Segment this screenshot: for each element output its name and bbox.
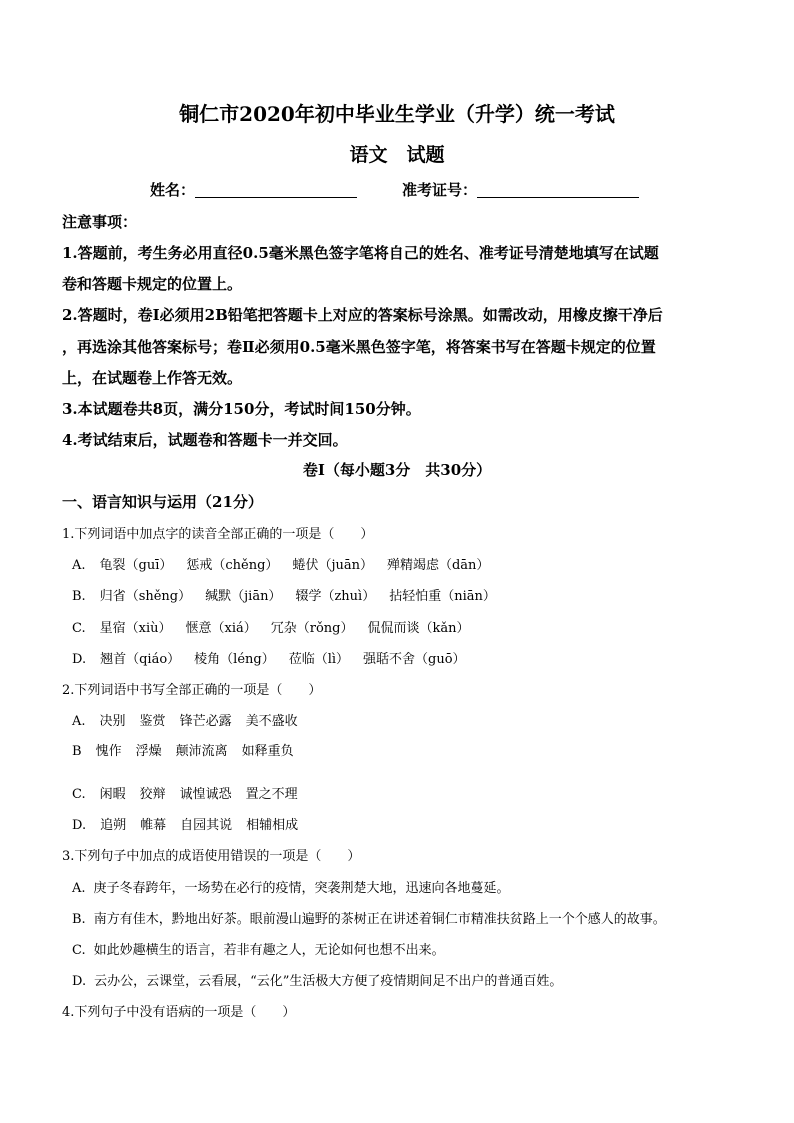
option-label: A. xyxy=(72,881,86,896)
notice-line: 4.考试结束后，试题卷和答题卡一并交回。 xyxy=(62,431,348,449)
volume-heading: 卷Ⅰ（每小题3分 共30分） xyxy=(302,461,492,479)
option-term: 冗杂（rǒng） xyxy=(270,621,354,636)
notice-line: ，再选涂其他答案标号；卷Ⅱ必须用0.5毫米黑色签字笔，将答案书写在答题卡规定的位置 xyxy=(62,338,656,356)
option-term: 决别 xyxy=(99,714,126,729)
option-term: 锋芒必露 xyxy=(179,714,232,729)
question-2-option-b xyxy=(72,745,308,758)
question-3-stem: 3.下列句子中加点的成语使用错误的一项是（ ） xyxy=(62,849,361,864)
name-label: 姓名： xyxy=(150,181,196,199)
option-text: 云办公，云课堂，云看展，“云化”生活极大方便了疫情期间足不出户的普通百姓。 xyxy=(94,974,563,989)
question-3-option-a xyxy=(72,882,510,895)
question-2-option-c xyxy=(72,788,312,801)
question-1-option-c xyxy=(72,622,484,635)
question-3-option-b xyxy=(72,913,666,926)
option-text: 庚子冬春跨年，一场势在必行的疫情，突袭荆楚大地，迅速向各地蔓延。 xyxy=(93,881,510,896)
notice-heading: 注意事项： xyxy=(62,213,138,231)
option-label: B. xyxy=(72,912,86,927)
option-label: A. xyxy=(72,714,86,729)
question-2-stem: 2.下列词语中书写全部正确的一项是（ ） xyxy=(62,683,322,698)
option-term: 鉴赏 xyxy=(139,714,166,729)
option-label: B. xyxy=(72,589,86,604)
option-term: 棱角（léng） xyxy=(194,652,275,667)
option-term: 惩戒（chěng） xyxy=(186,558,279,573)
option-term: 惬意（xiá） xyxy=(185,621,257,636)
option-term: 闲暇 xyxy=(99,787,126,802)
option-term: 辍学（zhuì） xyxy=(295,589,376,604)
name-blank xyxy=(195,183,357,198)
notice-line: 卷和答题卡规定的位置上。 xyxy=(62,275,243,293)
option-term: 归省（shěng） xyxy=(99,589,192,604)
option-term: 置之不理 xyxy=(245,787,298,802)
option-term: 愧作 xyxy=(95,744,122,759)
option-term: 自园其说 xyxy=(180,818,233,833)
option-label: B xyxy=(72,744,82,759)
question-2-option-d xyxy=(72,819,312,832)
option-term: 颠沛流离 xyxy=(175,744,228,759)
notice-line: 1.答题前，考生务必用直径0.5毫米黑色签字笔将自己的姓名、准考证号清楚地填写在试题 xyxy=(62,244,659,262)
question-3-option-d xyxy=(72,975,562,988)
exam-subtitle: 语文 试题 xyxy=(349,144,445,166)
exam-title: 铜仁市2020年初中毕业生学业（升学）统一考试 xyxy=(179,102,615,126)
part-heading: 一、语言知识与运用（21分） xyxy=(62,493,263,511)
option-term: 诚惶诚恐 xyxy=(179,787,232,802)
question-2-option-a xyxy=(72,715,312,728)
id-blank xyxy=(477,183,639,198)
notice-line: 3.本试题卷共8页，满分150分，考试时间150分钟。 xyxy=(62,400,421,418)
option-term: 如释重负 xyxy=(241,744,294,759)
option-label: D. xyxy=(72,652,87,667)
option-term: 帷幕 xyxy=(140,818,167,833)
option-label: D. xyxy=(72,974,87,989)
question-1-option-a xyxy=(72,559,503,572)
option-term: 狡辩 xyxy=(139,787,166,802)
option-text: 如此妙趣横生的语言，若非有趣之人，无论如何也想不出来。 xyxy=(93,943,445,958)
option-term: 缄默（jiān） xyxy=(205,589,282,604)
option-label: C. xyxy=(72,943,86,958)
option-term: 莅临（lì） xyxy=(288,652,350,667)
question-3-option-c xyxy=(72,944,445,957)
option-term: 龟裂（guī） xyxy=(99,558,173,573)
question-1-option-b xyxy=(72,590,510,603)
option-term: 美不盛收 xyxy=(245,714,298,729)
option-term: 强聒不舍（guō） xyxy=(363,652,466,667)
question-4-stem: 4.下列句子中没有语病的一项是（ ） xyxy=(62,1005,296,1020)
option-term: 相辅相成 xyxy=(246,818,299,833)
option-term: 追朔 xyxy=(100,818,127,833)
notice-line: 上，在试题卷上作答无效。 xyxy=(62,369,243,387)
id-label: 准考证号： xyxy=(402,181,478,199)
option-label: C. xyxy=(72,621,86,636)
question-1-stem: 1.下列词语中加点字的读音全部正确的一项是（ ） xyxy=(62,527,374,542)
option-term: 殚精竭虑（dān） xyxy=(386,558,490,573)
option-term: 浮燥 xyxy=(135,744,162,759)
option-term: 翘首（qiáo） xyxy=(100,652,181,667)
question-1-option-d xyxy=(72,653,480,666)
id-field xyxy=(402,183,639,198)
name-field xyxy=(150,183,357,198)
option-label: C. xyxy=(72,787,86,802)
option-term: 蜷伏（juān） xyxy=(292,558,373,573)
option-term: 星宿（xiù） xyxy=(99,621,172,636)
option-text: 南方有佳木，黔地出好茶。眼前漫山遍野的茶树正在讲述着铜仁市精准扶贫路上一个个感人的故事。 xyxy=(93,912,666,927)
option-label: A. xyxy=(72,558,86,573)
notice-line: 2.答题时，卷Ⅰ必须用2B铅笔把答题卡上对应的答案标号涂黑。如需改动，用橡皮擦干净后 xyxy=(62,306,663,324)
option-term: 拈轻怕重（niān） xyxy=(389,589,496,604)
option-label: D. xyxy=(72,818,87,833)
option-term: 侃侃而谈（kǎn） xyxy=(367,621,470,636)
